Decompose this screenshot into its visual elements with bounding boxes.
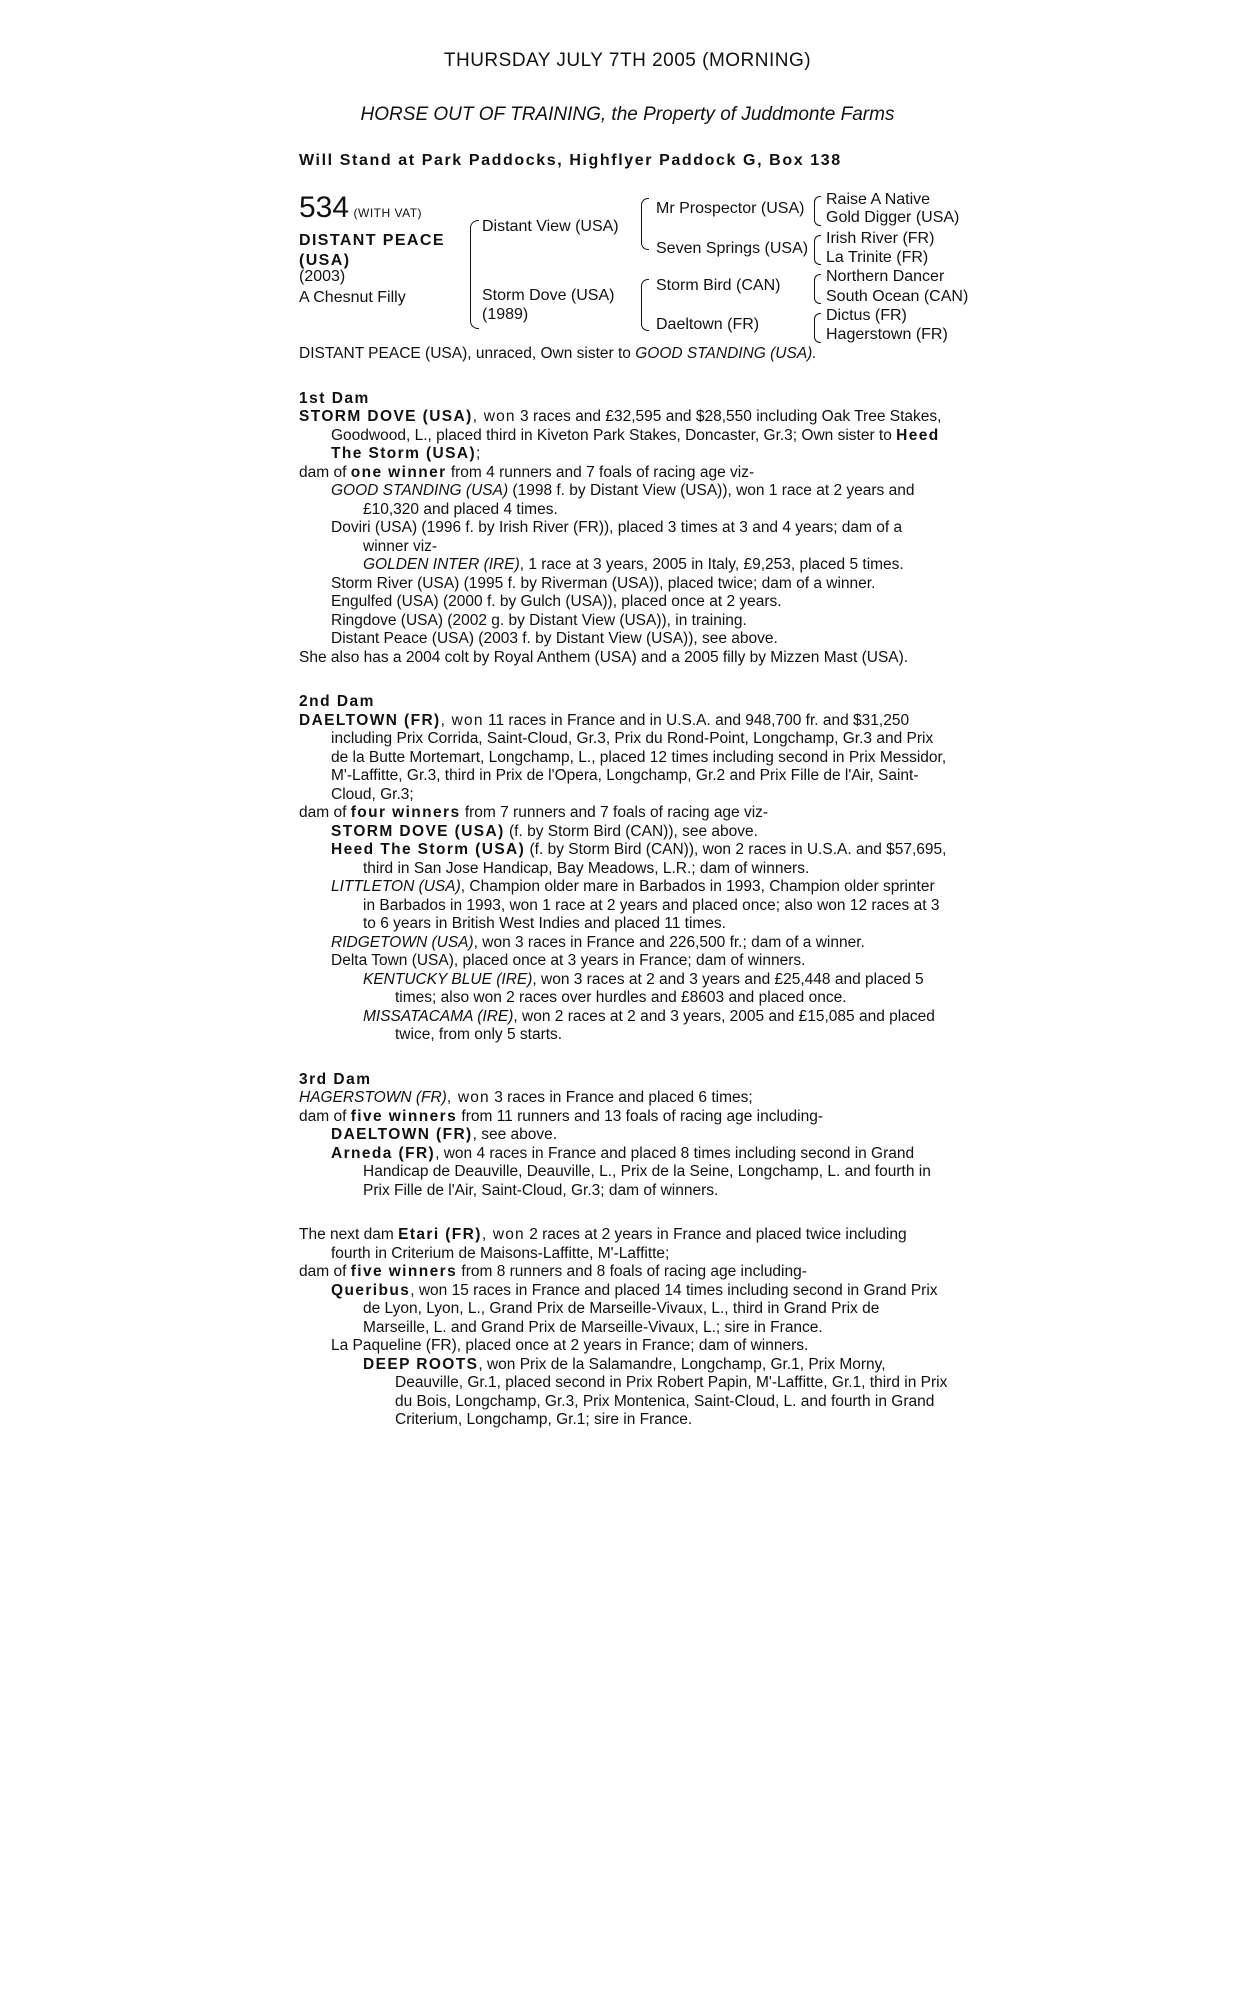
produce-item: Delta Town (USA), placed once at 3 years in France; dam of winners.: [331, 952, 806, 969]
horse-name-line1: DISTANT PEACE: [299, 232, 445, 249]
first-dam-record: STORM DOVE (USA), won 3 races and £32,595 and $28,550 including Oak Tree Stakes, Goodwood, L., placed third in Kiveton Park Stakes, Doncaster, Gr.3; Own sister to Heed The Storm (USA);: [299, 408, 942, 462]
produce-item: Distant Peace (USA) (2003 f. by Distant View (USA)), see above.: [331, 630, 778, 647]
produce-item: Arneda (FR), won 4 races in France and placed 8 times including second in Grand Handicap de Deauville, Deauville, L., Prix de la Seine, Longchamp, L. and fourth in Prix Fille de l'Air, Saint-Cloud, Gr.3; dam of winners.: [331, 1144, 931, 1199]
pedigree-sire: Distant View (USA): [482, 218, 619, 235]
first-dam-produce-summary: dam of one winner from 4 runners and 7 foals of racing age viz-: [299, 463, 755, 481]
stand-location: Will Stand at Park Paddocks, Highflyer Paddock G, Box 138: [299, 152, 842, 169]
pedigree-ds-sire: Northern Dancer: [826, 268, 945, 285]
second-dam-produce-summary: dam of four winners from 7 runners and 7 foals of racing age viz-: [299, 804, 769, 821]
dd-brace: [814, 313, 821, 343]
second-dam-record: DAELTOWN (FR), won 11 races in France and in U.S.A. and 948,700 fr. and $31,250 including Prix Corrida, Saint-Cloud, Gr.3, Prix du Rond-Point, Longchamp, Gr.3 and Prix de la Butte Mortemart, Longchamp, L., placed 12 times including second in Prix Messidor, M'-Laffitte, Gr.3, third in Prix de l'Opera, Longchamp, Gr.2 and Prix Fille de l'Air, Saint-Cloud, Gr.3;: [299, 711, 947, 803]
next-dam-produce-summary: dam of five winners from 8 runners and 8 foals of racing age including-: [299, 1263, 807, 1280]
first-dam-heading: 1st Dam: [299, 389, 370, 407]
second-dam-heading: 2nd Dam: [299, 693, 375, 710]
produce-item: KENTUCKY BLUE (IRE), won 3 races at 2 and 3 years and £25,448 and placed 5 times; also won 2 races over hurdles and £8603 and placed once.: [363, 970, 924, 1006]
ds-brace: [814, 274, 821, 304]
next-dam-record: The next dam Etari (FR), won 2 races at 2 years in France and placed twice including fourth in Criterium de Maisons-Laffitte, M'-Laffitte;: [299, 1226, 907, 1262]
pedigree-ds-dam: South Ocean (CAN): [826, 288, 969, 305]
pedigree-dd-sire: Dictus (FR): [826, 307, 907, 324]
pedigree-sire-sire: Mr Prospector (USA): [656, 200, 805, 217]
pedigree-sd-dam: La Trinite (FR): [826, 249, 929, 266]
pedigree-sire-dam: Seven Springs (USA): [656, 240, 809, 257]
vat-note: (WITH VAT): [353, 206, 423, 220]
foaling-year: (2003): [299, 268, 346, 285]
vendor-subtitle: HORSE OUT OF TRAINING, the Property of Juddmonte Farms: [360, 104, 895, 125]
third-dam-produce-summary: dam of five winners from 11 runners and 13 foals of racing age including-: [299, 1107, 823, 1125]
produce-item: RIDGETOWN (USA), won 3 races in France and 226,500 fr.; dam of a winner.: [331, 933, 865, 951]
produce-item: GOOD STANDING (USA) (1998 f. by Distant View (USA)), won 1 race at 2 years and £10,320 and placed 4 times.: [331, 482, 915, 518]
produce-item: GOLDEN INTER (IRE), 1 race at 3 years, 2005 in Italy, £9,253, placed 5 times.: [363, 556, 904, 573]
sd-brace: [814, 235, 821, 265]
sale-date-header: THURSDAY JULY 7TH 2005 (MORNING): [443, 50, 812, 71]
produce-item: Doviri (USA) (1996 f. by Irish River (FR)), placed 3 times at 3 and 4 years; dam of a winner viz-: [331, 519, 903, 555]
produce-item: STORM DOVE (USA) (f. by Storm Bird (CAN)), see above.: [331, 822, 758, 840]
pedigree-brace-top: [470, 220, 479, 281]
first-dam-also: She also has a 2004 colt by Royal Anthem (USA) and a 2005 filly by Mizzen Mast (USA).: [299, 648, 909, 666]
horse-name-line2: (USA): [299, 252, 351, 269]
pedigree-ss-sire: Raise A Native: [826, 191, 931, 208]
sire-brace: [641, 198, 649, 250]
pedigree-dam: Storm Dove (USA): [482, 287, 615, 304]
produce-item: Ringdove (USA) (2002 g. by Distant View (USA)), in training.: [331, 611, 747, 629]
third-dam-heading: 3rd Dam: [299, 1070, 372, 1088]
produce-item: Engulfed (USA) (2000 f. by Gulch (USA)), placed once at 2 years.: [331, 593, 782, 610]
horse-description: A Chesnut Filly: [299, 289, 406, 306]
ss-brace: [814, 196, 821, 226]
intro-line: DISTANT PEACE (USA), unraced, Own sister to GOOD STANDING (USA).: [299, 345, 817, 362]
pedigree-sd-sire: Irish River (FR): [826, 230, 935, 247]
pedigree-ss-dam: Gold Digger (USA): [826, 209, 960, 226]
pedigree-dd-dam: Hagerstown (FR): [826, 326, 948, 343]
produce-item: LITTLETON (USA), Champion older mare in Barbados in 1993, Champion older sprinter in Barbados in 1993, won 1 race at 2 years and placed once; also won 12 races at 3 to 6 years in British West Indies and placed 11 times.: [331, 878, 940, 932]
pedigree-dam-sire: Storm Bird (CAN): [656, 277, 781, 294]
sister-name: GOOD STANDING (USA).: [635, 345, 817, 362]
pedigree-dam-dam: Daeltown (FR): [656, 316, 760, 333]
produce-item: DAELTOWN (FR), see above.: [331, 1126, 558, 1143]
lot-number-line: [299, 191, 422, 225]
produce-item: MISSATACAMA (IRE), won 2 races at 2 and 3 years, 2005 and £15,085 and placed twice, from only 5 starts.: [363, 1007, 935, 1043]
lot-number: 534: [299, 191, 350, 224]
produce-item: Storm River (USA) (1995 f. by Riverman (USA)), placed twice; dam of a winner.: [331, 574, 876, 592]
pedigree-dam-year: (1989): [482, 306, 529, 323]
dam-brace: [641, 279, 649, 331]
third-dam-record: HAGERSTOWN (FR), won 3 races in France and placed 6 times;: [299, 1089, 753, 1106]
produce-item: Heed The Storm (USA) (f. by Storm Bird (CAN)), won 2 races in U.S.A. and $57,695, third in San Jose Handicap, Bay Meadows, L.R.; dam of winners.: [331, 841, 947, 877]
catalogue-body: [299, 345, 949, 1430]
pedigree-brace-bottom: [470, 280, 479, 329]
produce-item: DEEP ROOTS, won Prix de la Salamandre, Longchamp, Gr.1, Prix Morny, Deauville, Gr.1, placed second in Prix Robert Papin, M'-Laffitte, Gr.1, third in Prix du Bois, Longchamp, Gr.3, Prix Montenica, Saint-Cloud, L. and fourth in Grand Criterium, Longchamp, Gr.1; sire in France.: [363, 1355, 948, 1428]
produce-item: La Paqueline (FR), placed once at 2 years in France; dam of winners.: [331, 1337, 809, 1354]
produce-item: Queribus, won 15 races in France and placed 14 times including second in Grand Prix de Lyon, Lyon, L., Grand Prix de Marseille-Vivaux, L., third in Grand Prix de Marseille, L. and Grand Prix de Marseille-Vivaux, L.; sire in France.: [331, 1281, 938, 1336]
